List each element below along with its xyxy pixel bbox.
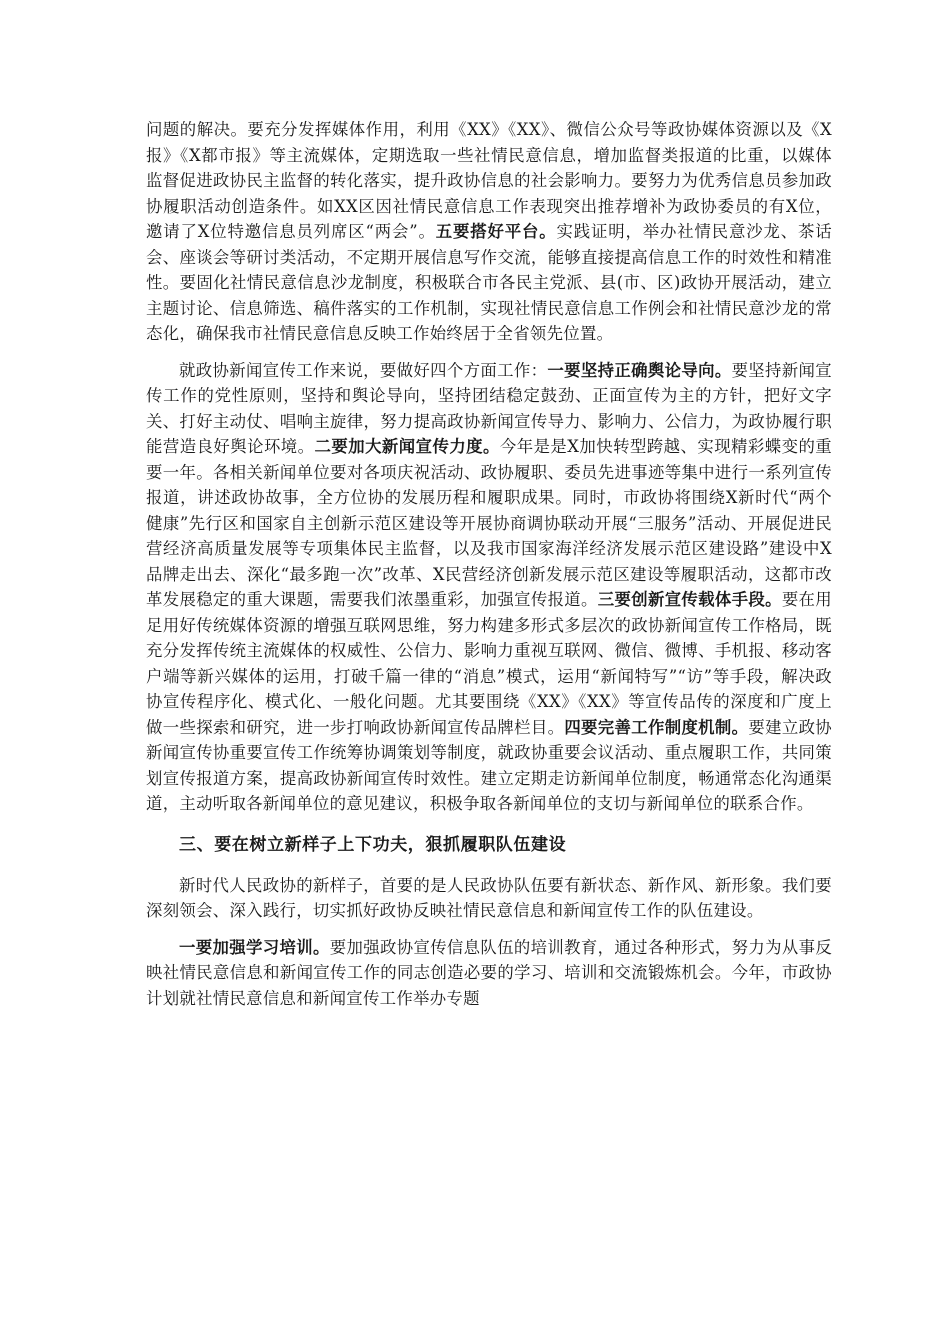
bold-point-two: 二要加大新闻宣传力度。	[314, 437, 500, 456]
bold-lead-training: 一要加强学习培训。	[179, 937, 330, 957]
text-segment: 要在用足用好传统媒体资源的增强互联网思维，努力构建多形式多层次的政协新闻宣传工作格局，既充分发挥传统主流媒体的权威性、公信力、影响力重视互联网、微信、微博、手机报、移动客户端等新兴媒体的运用，打破千篇一律的“消息”模式，运用“新闻特写”“访”等手段，解决政协宣传程序化、模式化、一般化问题。尤其要围绕《XX》《XX》等宣传品传的深度和广度上做一些探索和研究，进一步打响政协新闻宣传品牌栏目。	[146, 590, 832, 737]
text-segment: 要建立政协新闻宣传协重要宣传工作统筹协调策划等制度，就政协重要会议活动、重点履职工作，共同策划宣传报道方案，提高政协新闻宣传时效性。建立定期走访新闻单位制度，畅通常态化沟通渠道，主动听取各新闻单位的意见建议，积极争取各新闻单位的支切与新闻单位的联系合作。	[146, 717, 832, 813]
bold-point-one: 一要坚持正确舆论导向。	[547, 360, 732, 380]
paragraph-training	[146, 935, 832, 1012]
text-segment: 问题的解决。要充分发挥媒体作用，利用《XX》《XX》、微信公众号等政协媒体资源以及《X报》《X都市报》等主流媒体，定期选取一些社情民意信息，增加监督类报道的比重，以媒体监督促进政协民主监督的转化落实，提升政协信息的社会影响力。要努力为优秀信息员参加政协履职活动创造条件。如XX区因社情民意信息工作表现突出推荐增补为政协委员的有X位，邀请了X位特邀信息员列席区“两会”。	[146, 120, 832, 241]
text-segment: 实践证明，举办社情民意沙龙、茶话会、座谈会等研讨类活动，不定期开展信息写作交流，能够直接提高信息工作的时效性和精准性。要固化社情民意信息沙龙制度，积极联合市各民主党派、县(市、区)政协开展活动，建立主题讨论、信息筛选、稿件落实的工作机制，实现社情民意信息工作例会和社情民意沙龙的常态化，确保我市社情民意信息反映工作始终居于全省领先位置。	[146, 222, 832, 343]
text-segment: 要坚持新闻宣传工作的党性原则，坚持和舆论导向，坚持团结稳定鼓劲、正面宣传为主的方针，把好文字关、打好主动仗、唱响主旋律，努力提高政协新闻宣传导力、影响力、公信力，为政协履行职能营造良好舆论环境。	[146, 360, 832, 456]
document-page	[146, 117, 832, 1011]
text-segment: 就政协新闻宣传工作来说，要做好四个方面工作：	[179, 360, 548, 380]
paragraph-information-work	[146, 117, 832, 347]
text-segment: 要加强政协宣传信息队伍的培训教育，通过各种形式，努力为从事反映社情民意信息和新闻宣传工作的同志创造必要的学习、培训和交流锻炼机会。今年，市政协计划就社情民意信息和新闻宣传工作举办专题	[146, 937, 833, 1008]
bold-point-three: 三要创新宣传载体手段。	[597, 590, 782, 609]
paragraph-team-building: 新时代人民政协的新样子，首要的是人民政协队伍要有新状态、新作风、新形象。我们要深刻领会、深入践行，切实抓好政协反映社情民意信息和新闻宣传工作的队伍建设。	[146, 875, 832, 920]
text-segment: 今年是是X加快转型跨越、实现精彩蝶变的重要一年。各相关新闻单位要对各项庆祝活动、政协履职、委员先进事迹等集中进行一系列宣传报道，讲述政协故事，全方位协的发展历程和履职成果。同时，市政协将围绕X新时代“两个健康”先行区和国家自主创新示范区建设等开展协商调协联动开展“三服务”活动、开展促进民营经济高质量发展等专项集体民主监督，以及我市国家海洋经济发展示范区建设路”建设中X品牌走出去、深化“最多跑一次”改革、X民营经济创新发展示范区建设等履职活动，这都市改革发展稳定的重大课题，需要我们浓墨重彩，加强宣传报道。	[146, 437, 832, 609]
section-heading: 三、要在树立新样子上下功夫，狠抓履职队伍建设	[179, 834, 567, 855]
bold-point-four: 四要完善工作制度机制。	[564, 717, 749, 737]
bold-point-five: 五要搭好平台。	[435, 222, 557, 241]
paragraph-news-publicity	[146, 358, 832, 817]
